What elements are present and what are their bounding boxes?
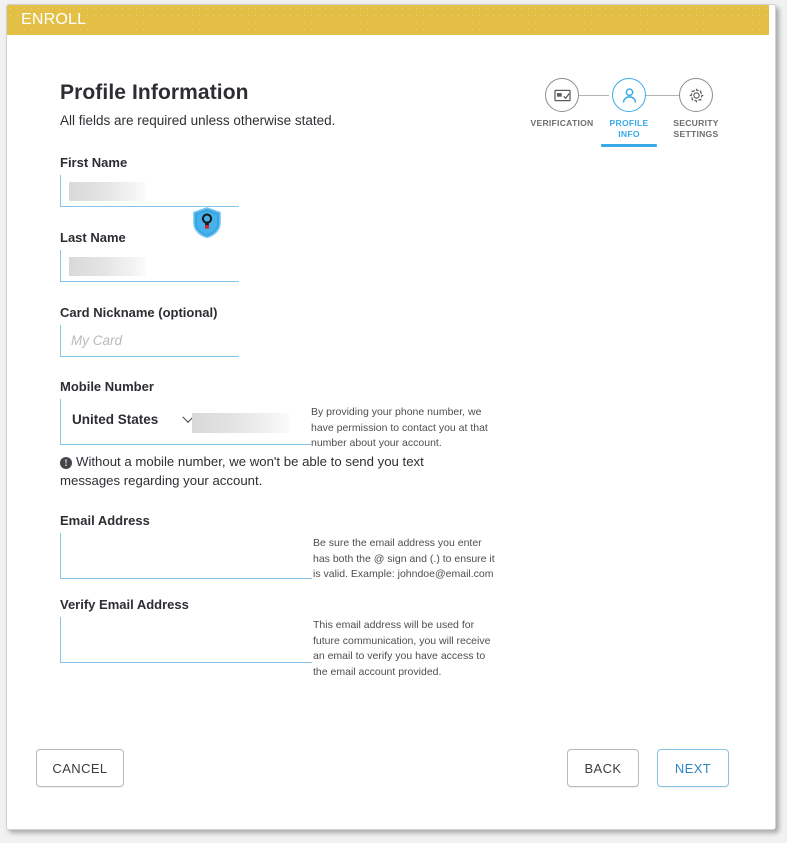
mobile-number-warning-text: Without a mobile number, we won't be able to send you text messages regarding your account. bbox=[60, 454, 424, 488]
last-name-label: Last Name bbox=[60, 230, 126, 245]
mobile-number-redacted-value[interactable] bbox=[192, 413, 289, 433]
enroll-header-bar bbox=[7, 5, 769, 35]
enroll-content bbox=[7, 35, 775, 829]
gear-icon bbox=[687, 86, 706, 105]
mobile-number-group bbox=[60, 399, 311, 445]
page-title: Profile Information bbox=[60, 81, 249, 104]
email-helper: Be sure the email address you enter has both the @ sign and (.) to ensure it is valid. Example: johndoe@email.com bbox=[313, 537, 495, 581]
autofill-shield-icon[interactable] bbox=[192, 207, 222, 238]
mobile-number-label: Mobile Number bbox=[60, 379, 154, 394]
step-security-settings[interactable] bbox=[665, 78, 727, 139]
step-security-settings-label: SECURITY SETTINGS bbox=[673, 118, 719, 139]
card-nickname-placeholder: My Card bbox=[71, 333, 123, 348]
first-name-input[interactable] bbox=[60, 175, 239, 207]
step-profile-info[interactable] bbox=[598, 78, 660, 147]
step-profile-info-label: PROFILE INFO bbox=[609, 118, 649, 139]
country-select[interactable] bbox=[72, 412, 192, 427]
mobile-number-warning bbox=[60, 453, 460, 490]
page-subtitle: All fields are required unless otherwise stated. bbox=[60, 113, 336, 128]
verify-email-helper: This email address will be used for future communication, you will receive an email to verify you have access to the email account provided. bbox=[313, 619, 491, 678]
step-security-settings-circle bbox=[679, 78, 713, 112]
enroll-header-title: ENROLL bbox=[21, 11, 87, 28]
id-card-check-icon bbox=[553, 86, 572, 105]
country-select-value: United States bbox=[72, 412, 159, 427]
enrollment-stepper bbox=[531, 78, 727, 147]
mobile-number-helper: By providing your phone number, we have permission to contact you at that number about your account. bbox=[311, 406, 488, 450]
step-verification[interactable] bbox=[531, 78, 593, 129]
back-button[interactable]: BACK bbox=[567, 749, 639, 787]
next-button[interactable]: NEXT bbox=[657, 749, 729, 787]
last-name-redacted-value bbox=[69, 257, 146, 276]
verify-email-input[interactable] bbox=[60, 617, 312, 663]
step-profile-info-circle bbox=[612, 78, 646, 112]
card-nickname-label: Card Nickname (optional) bbox=[60, 305, 218, 320]
person-icon bbox=[619, 85, 640, 106]
verify-email-label: Verify Email Address bbox=[60, 597, 189, 612]
first-name-label: First Name bbox=[60, 155, 128, 170]
info-icon: ! bbox=[60, 457, 72, 469]
step-verification-circle bbox=[545, 78, 579, 112]
enroll-card bbox=[6, 4, 776, 830]
cancel-button[interactable]: CANCEL bbox=[36, 749, 124, 787]
card-nickname-input[interactable] bbox=[60, 325, 239, 357]
last-name-input[interactable] bbox=[60, 250, 239, 282]
email-input[interactable] bbox=[60, 533, 312, 579]
step-active-underline bbox=[601, 144, 657, 147]
email-label: Email Address bbox=[60, 513, 150, 528]
step-verification-label: VERIFICATION bbox=[530, 118, 594, 128]
first-name-redacted-value bbox=[69, 182, 146, 201]
